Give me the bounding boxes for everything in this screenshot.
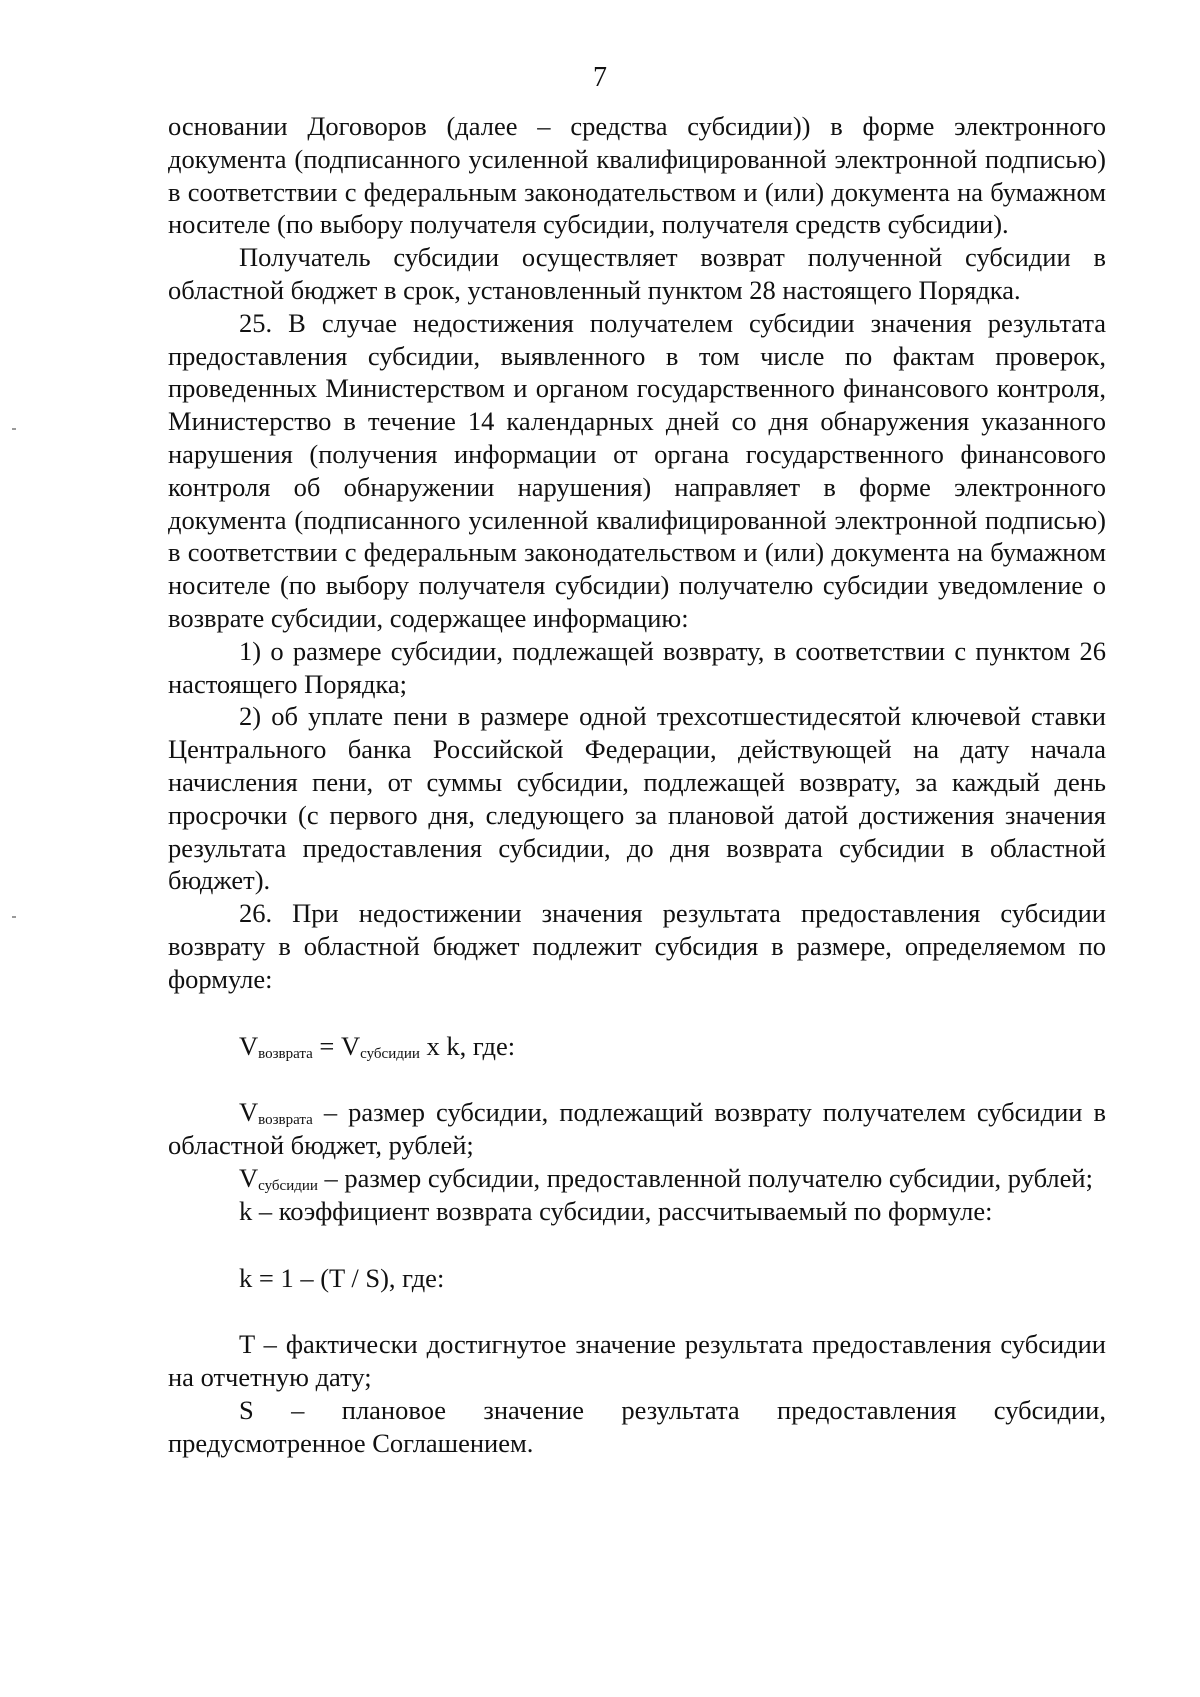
formula-return-amount xyxy=(168,1030,1106,1063)
formula-equals: = xyxy=(312,1030,341,1061)
definition-subscript: субсидии xyxy=(258,1177,318,1194)
document-body xyxy=(168,110,1106,1459)
paragraph-return-deadline: Получатель субсидии осуществляет возврат полученной субсидии в областной бюджет в срок, установленный пунктом 28 настоящего Порядка. xyxy=(168,242,1106,305)
paragraph-25: 25. В случае недостижения получателем субсидии значения результата предоставления субсидии, выявленного в том числе по фактам проверок, проведенных Министерством и органом государственного финансового контроля, Министерство в течение 14 календарных дней со дня обнаружения указанного нарушения (получения информации от органа государственного финансового контроля об обнаружении нарушения) направляет в форме электронного документа (подписанного усиленной квалифицированной электронной подписью) в соответствии с федеральным законодательством и (или) документа на бумажном носителе (по выбору получателя субсидии) получателю субсидии уведомление о возврате субсидии, содержащее информацию: xyxy=(168,307,1106,633)
formula-coefficient: k = 1 – (T / S), где: xyxy=(239,1262,445,1293)
formula-subscript-subsidy: субсидии xyxy=(360,1045,420,1062)
scan-margin-mark xyxy=(12,916,16,918)
definition-symbol: V xyxy=(239,1097,259,1128)
formula-symbol-v: V xyxy=(239,1030,259,1061)
formula-symbol-v: V xyxy=(341,1030,361,1061)
paragraph-26: 26. При недостижении значения результата предоставления субсидии возврату в областной бюджет подлежит субсидия в размере, определяемом по формуле: xyxy=(168,898,1106,994)
formula-subscript-return: возврата xyxy=(258,1045,313,1062)
definition-subscript: возврата xyxy=(258,1112,313,1129)
definition-v-subsidy xyxy=(168,1162,1106,1195)
formula-rest: x k, где: xyxy=(419,1030,516,1061)
definition-t: T – фактически достигнутое значение результата предоставления субсидии на отчетную дату; xyxy=(168,1329,1106,1393)
definition-k: k – коэффициент возврата субсидии, рассчитываемый по формуле: xyxy=(239,1195,993,1226)
paragraph-continuation: основании Договоров (далее – средства субсидии)) в форме электронного документа (подписанного усиленной квалифицированной электронной подписью) в соответствии с федеральным законодательством и (или) документа на бумажном носителе (по выбору получателя субсидии, получателя средств субсидии). xyxy=(168,111,1106,240)
list-item-2: 2) об уплате пени в размере одной трехсотшестидесятой ключевой ставки Центрального банка Российской Федерации, действующей на дату начала начисления пени, от суммы субсидии, подлежащей возврату, за каждый день просрочки (с первого дня, следующего за плановой датой достижения значения результата предоставления субсидии, до дня возврата субсидии в областной бюджет). xyxy=(168,701,1106,896)
list-item-1: 1) о размере субсидии, подлежащей возврату, в соответствии с пунктом 26 настоящего Порядка; xyxy=(168,635,1106,699)
page-number: 7 xyxy=(593,62,607,93)
definition-s: S – плановое значение результата предоставления субсидии, предусмотренное Соглашением. xyxy=(168,1394,1106,1458)
scan-margin-mark xyxy=(12,428,16,430)
definition-symbol: V xyxy=(239,1162,259,1193)
definition-text: – размер субсидии, подлежащий возврату получателем субсидии в областной бюджет, рублей; xyxy=(168,1097,1106,1161)
definition-v-return xyxy=(168,1096,1106,1162)
definition-text: – размер субсидии, предоставленной получателю субсидии, рублей; xyxy=(317,1162,1093,1193)
